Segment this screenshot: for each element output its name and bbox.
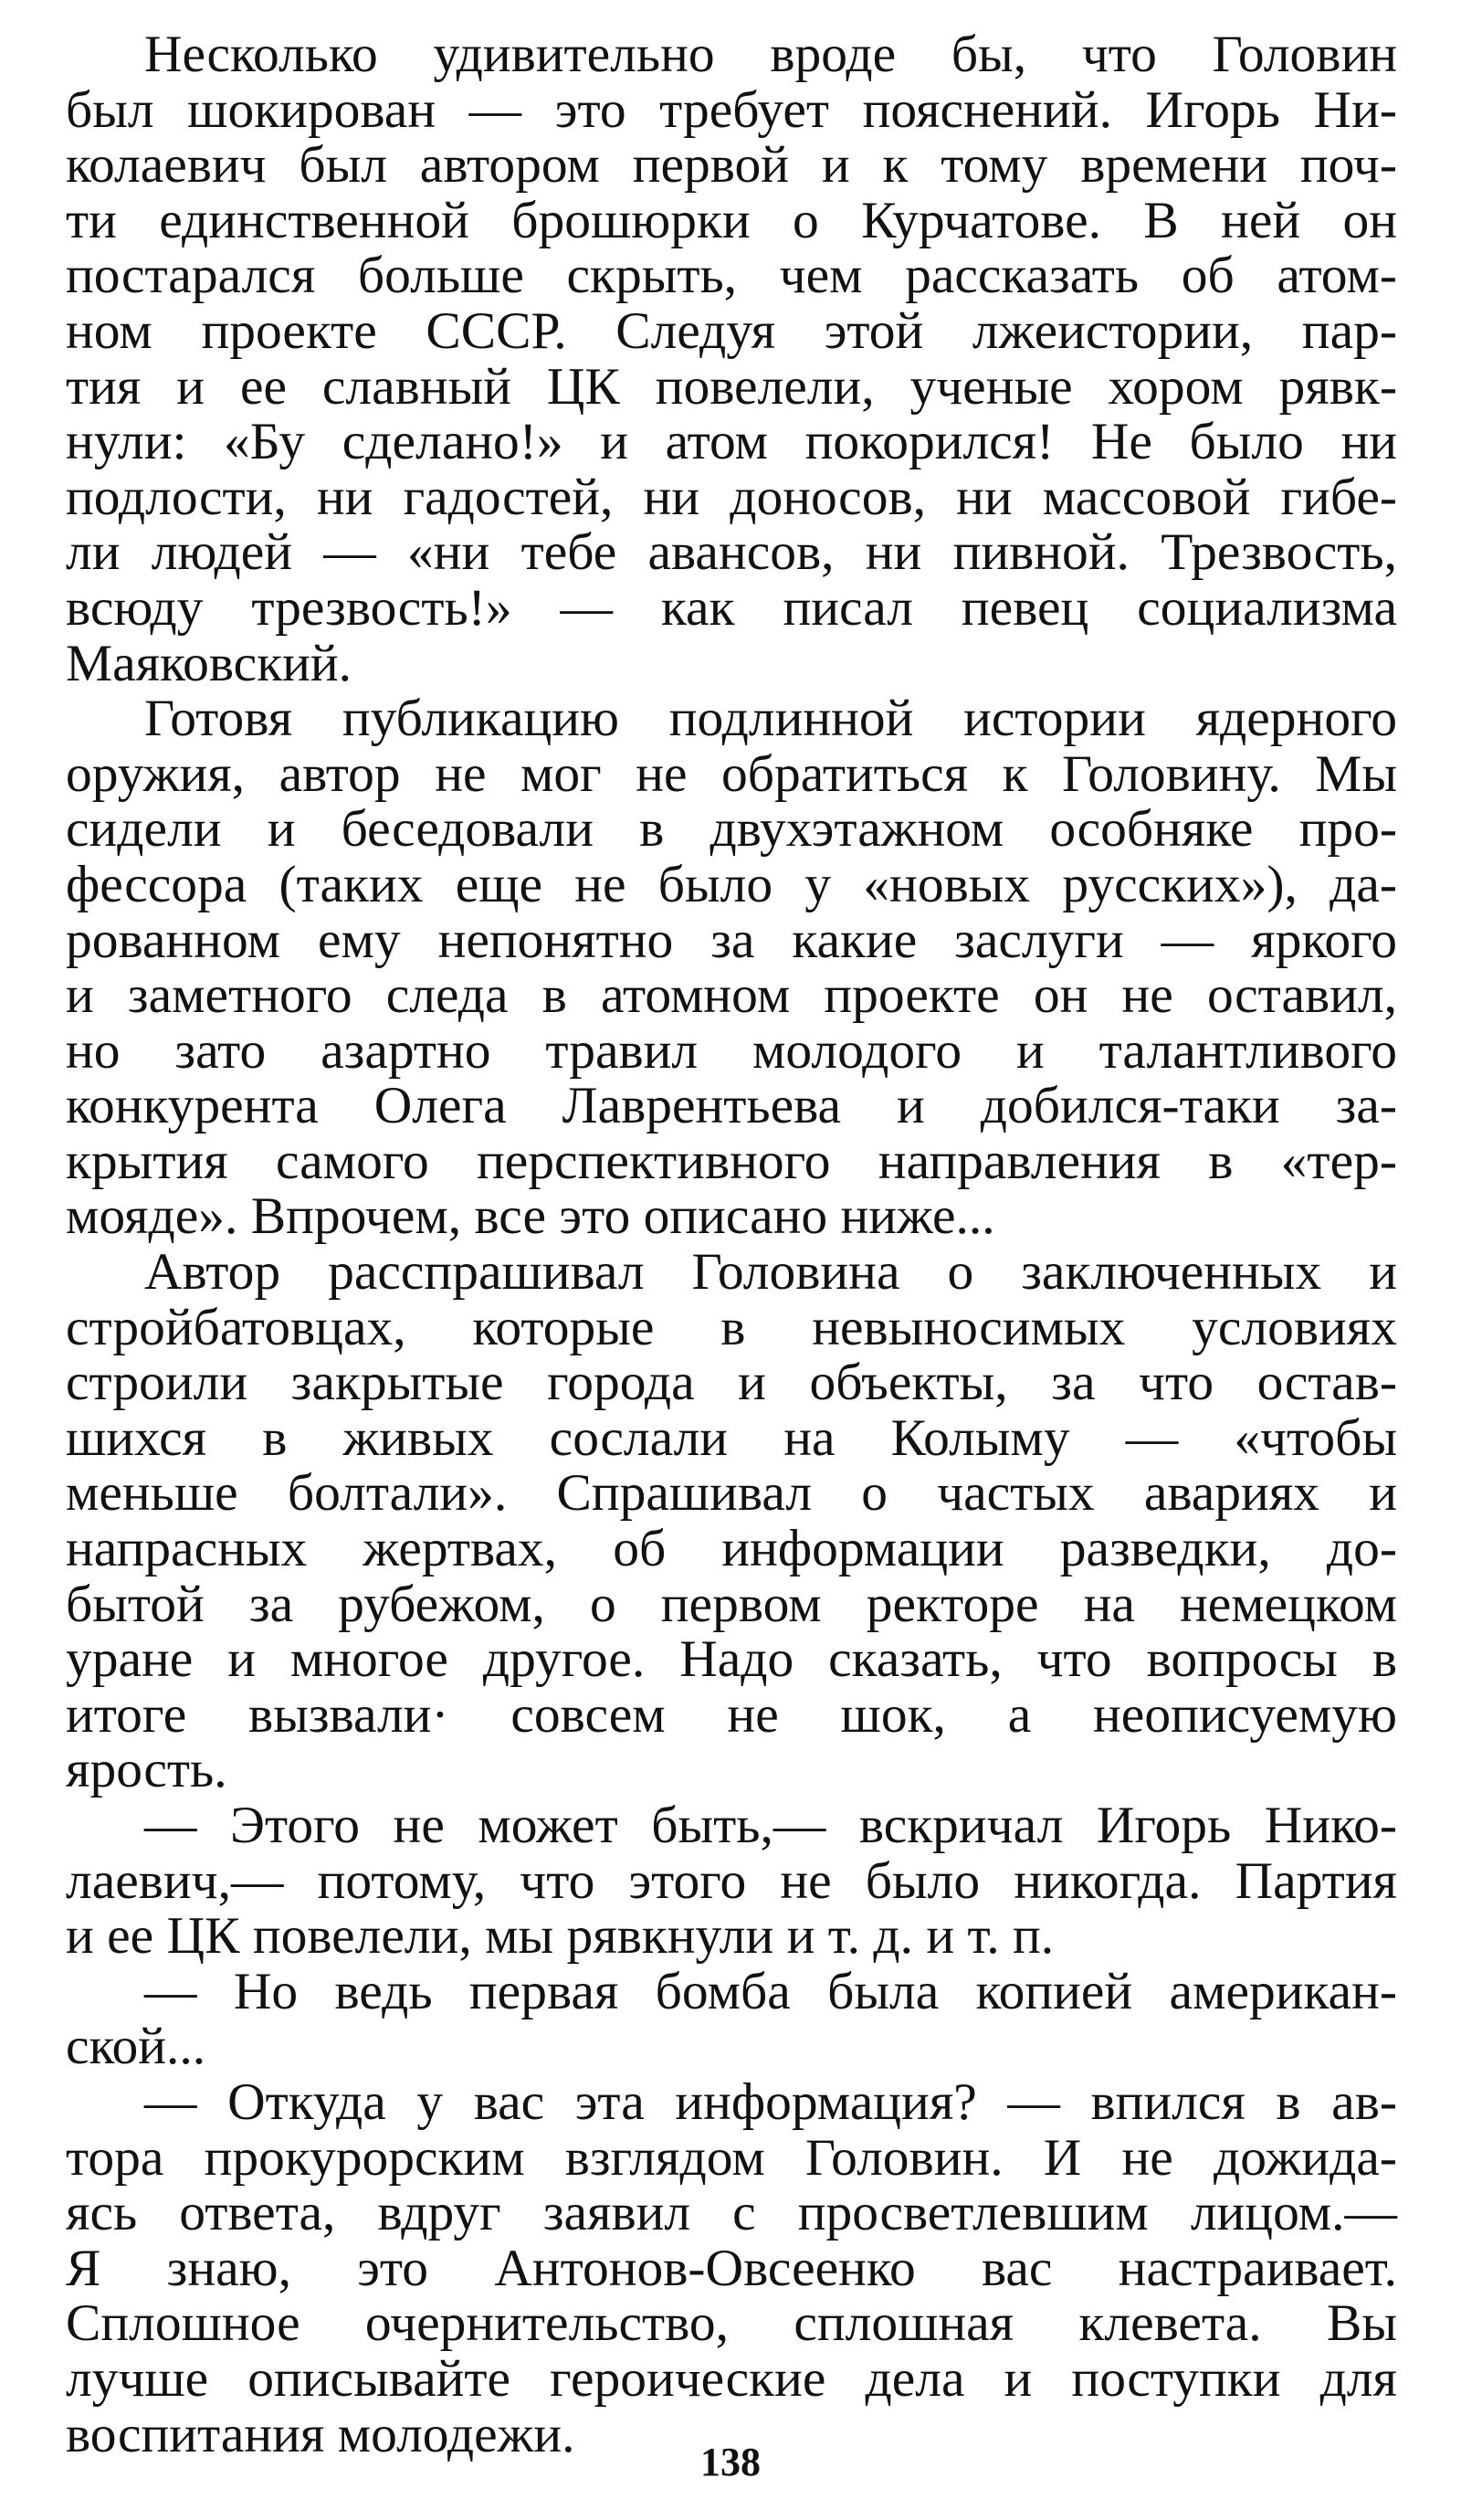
- text-line: оружия, автор не мог не обратиться к Головину. Мы: [66, 744, 1397, 803]
- text-line: ти единственной брошюрки о Курчатове. В ней он: [66, 191, 1397, 249]
- text-line: ской...: [66, 2018, 206, 2076]
- text-line: — Этого не может быть,— вскричал Игорь Нико-: [144, 1797, 1397, 1854]
- text-line: и ее ЦК повелели, мы рявкнули и т. д. и т. п.: [66, 1907, 1055, 1966]
- page-body: [66, 27, 1397, 2462]
- text-line: Автор расспрашивал Головина о заключенных и: [144, 1243, 1397, 1302]
- text-line: строили закрытые города и объекты, за что остав-: [66, 1354, 1397, 1412]
- text-line: ярость.: [66, 1741, 227, 1799]
- text-line: тия и ее славный ЦК повелели, ученые хором рявк-: [66, 357, 1397, 416]
- text-line: ясь ответа, вдруг заявил с просветлевшим лицом.—: [66, 2184, 1397, 2242]
- text-line: ном проекте СССР. Следуя этой лжеистории, пар-: [66, 301, 1397, 360]
- text-line: воспитания молодежи.: [66, 2405, 575, 2463]
- text-line: всюду трезвость!» — как писал певец социализма: [66, 578, 1397, 637]
- text-line: тора прокурорским взглядом Головин. И не дожида-: [66, 2128, 1397, 2187]
- text-line: уране и многое другое. Надо сказать, что вопросы в: [66, 1630, 1397, 1689]
- text-line: лучше описывайте героические дела и поступки для: [66, 2349, 1397, 2408]
- text-line: Я знаю, это Антонов-Овсеенко вас настраивает.: [66, 2239, 1397, 2297]
- text-line: шихся в живых сослали на Колыму — «чтобы: [66, 1408, 1397, 1467]
- text-line: и заметного следа в атомном проекте он не оставил,: [66, 966, 1397, 1025]
- text-line: бытой за рубежом, о первом ректоре на немецком: [66, 1575, 1397, 1633]
- paragraph-questions: [66, 1245, 1397, 1798]
- text-line: Сплошное очернительство, сплошная клевета. Вы: [66, 2294, 1397, 2353]
- text-line: фессора (таких еще не было у «новых русских»), да-: [66, 855, 1397, 913]
- paragraph-golovin-shocked: [66, 27, 1397, 691]
- text-line: подлости, ни гадостей, ни доносов, ни массовой гибе-: [66, 468, 1397, 526]
- text-line: итоге вызвали· совсем не шок, а неописуемую: [66, 1685, 1397, 1744]
- paragraph-dialogue-3: [66, 2072, 1397, 2463]
- text-line: мояде». Впрочем, все это описано ниже...: [66, 1187, 995, 1246]
- page-number: 138: [700, 2440, 761, 2484]
- text-line: напрасных жертвах, об информации разведки, до-: [66, 1520, 1397, 1578]
- paragraph-dialogue-2: [66, 1962, 1397, 2076]
- text-line: — Но ведь первая бомба была копией американ-: [144, 1962, 1397, 2020]
- text-line: конкурента Олега Лаврентьева и добился-таки за-: [66, 1077, 1397, 1135]
- text-line: нули: «Бу сделано!» и атом покорился! Не было ни: [66, 413, 1397, 471]
- text-line: но зато азартно травил молодого и талантливого: [66, 1021, 1397, 1080]
- text-line: постарался больше скрыть, чем рассказать об атом-: [66, 247, 1397, 305]
- text-line: стройбатовцах, которые в невыносимых условиях: [66, 1298, 1397, 1356]
- text-line: крытия самого перспективного направления в «тер-: [66, 1132, 1397, 1190]
- text-line: Маяковский.: [66, 634, 352, 692]
- text-line: колаевич был автором первой и к тому времени поч-: [66, 136, 1397, 195]
- text-line: Несколько удивительно вроде бы, что Головин: [144, 26, 1397, 83]
- text-line: сидели и беседовали в двухэтажном особняке про-: [66, 800, 1397, 859]
- text-line: лаевич,— потому, что этого не было никогда. Партия: [66, 1851, 1397, 1910]
- text-line: меньше болтали». Спрашивал о частых авариях и: [66, 1464, 1397, 1523]
- paragraph-publication: [66, 691, 1397, 1245]
- text-line: Готовя публикацию подлинной истории ядерного: [144, 690, 1397, 748]
- text-line: ли людей — «ни тебе авансов, ни пивной. Трезвость,: [66, 523, 1397, 582]
- text-line: рованном ему непонятно за какие заслуги — яркого: [66, 911, 1397, 969]
- text-line: был шокирован — это требует пояснений. Игорь Ни-: [66, 80, 1397, 139]
- text-line: — Откуда у вас эта информация? — впился в ав-: [144, 2072, 1397, 2131]
- paragraph-dialogue-1: [66, 1798, 1397, 1965]
